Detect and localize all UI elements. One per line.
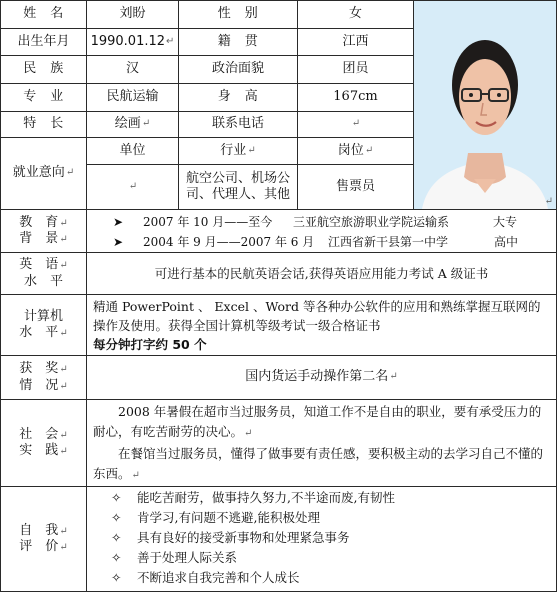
return-mark: ↵ [166, 35, 175, 47]
position-value-text: 售票员 [335, 178, 375, 194]
self-eval-item: 肯学习,有问题不逃避,能积极处理 [137, 510, 320, 525]
name-label [0, 0, 87, 29]
education-label-line2 [19, 231, 67, 247]
self-eval-item: 善于处理人际关系 [137, 550, 238, 565]
self-eval-content [86, 486, 557, 592]
typing-speed-text: 每分钟打字约 50 个 [93, 337, 207, 352]
education-school: 江西省新干县第一中学 [328, 235, 449, 249]
practice-para-2 [93, 444, 550, 486]
education-level: 高中 [494, 235, 519, 249]
height-value [297, 83, 414, 112]
return-mark: ↵ [59, 542, 68, 553]
english-label-line1 [19, 257, 67, 273]
practice-para2-text: 在餐馆当过服务员，懂得了做事要有责任感，要积极主动的去学习自己不懂的东西。 [93, 446, 544, 481]
intent-position-value [297, 164, 414, 210]
intent-unit-header [86, 137, 179, 165]
computer-label-1: 计算机 [23, 308, 63, 324]
practice-label-1: 社 会 [19, 426, 59, 442]
self-eval-label-line2 [19, 539, 67, 555]
native-label-text: 籍 贯 [217, 33, 259, 49]
ethnic-text: 汉 [125, 61, 139, 77]
english-label-line2 [24, 274, 63, 290]
return-mark: ↵ [389, 371, 398, 383]
return-mark: ↵ [131, 470, 140, 481]
native-text: 江西 [342, 33, 369, 49]
self-eval-item: 能吃苦耐劳，做事持久努力,不半途而废,有韧性 [137, 490, 395, 505]
education-school: 三亚航空旅游职业学院运输系 [293, 215, 450, 229]
education-label-line1 [19, 215, 67, 231]
self-eval-label-line1 [19, 523, 67, 539]
education-period: 2007 年 10 月——至今 [143, 215, 273, 229]
computer-label-line2 [19, 325, 67, 341]
phone-value [297, 111, 414, 138]
self-eval-item: 不断追求自我完善和个人成长 [137, 570, 300, 585]
return-mark: ↵ [351, 118, 361, 130]
list-item [111, 548, 550, 568]
self-eval-item: 具有良好的接受新事物和处理紧急事务 [137, 530, 350, 545]
english-content [86, 252, 557, 295]
return-mark: ↵ [128, 180, 138, 192]
arrow-bullet-icon: ➤ [113, 215, 124, 229]
english-text: 可进行基本的民航英语会话,获得英语应用能力考试 A 级证书 [154, 265, 489, 281]
major-value [86, 83, 179, 112]
native-value [297, 28, 414, 56]
practice-label-line1 [19, 427, 67, 443]
computer-text: 精通 PowerPoint 、 Excel 、Word 等各种办公软件的应用和熟练掌握互联网的操作及使用。获得全国计算机等级考试一级合格证书 [93, 299, 541, 333]
skill-text: 绘画 [114, 116, 141, 132]
birth-value [86, 28, 179, 56]
self-eval-label [0, 486, 87, 592]
height-label [178, 83, 298, 112]
diamond-bullet-icon: ✧ [111, 490, 122, 505]
return-mark: ↵ [59, 380, 68, 392]
education-period: 2004 年 9 月——2007 年 6 月 [143, 235, 315, 249]
gender-text: 女 [348, 6, 362, 22]
return-mark: ↵ [244, 428, 253, 439]
ethnic-value [86, 55, 179, 84]
practice-label-line2 [19, 443, 67, 459]
return-mark: ↵ [364, 144, 374, 156]
return-mark: ↵ [59, 525, 68, 537]
diamond-bullet-icon: ✧ [111, 570, 122, 585]
major-label [0, 83, 87, 112]
education-level: 大专 [493, 215, 518, 229]
education-row [113, 232, 550, 252]
industry-value-text: 航空公司、机场公司、代理人、其他 [185, 170, 290, 202]
self-eval-label-1: 自 我 [19, 522, 59, 538]
skill-value [86, 111, 179, 138]
birth-text: 1990.01.12 [90, 33, 166, 49]
return-mark: ↵ [247, 144, 256, 156]
phone-label-text: 联系电话 [211, 116, 264, 132]
awards-content [86, 355, 557, 400]
return-mark: ↵ [59, 260, 68, 272]
edu-label-1: 教 育 [19, 214, 59, 230]
return-mark: ↵ [59, 234, 68, 245]
practice-para1-text: 2008 年暑假在超市当过服务员，知道工作不是自由的职业，要有承受压力的耐心，有吃苦耐劳的决心。 [93, 404, 542, 439]
education-label [0, 209, 87, 253]
list-item [111, 528, 550, 548]
gender-label [178, 0, 298, 29]
return-mark: ↵ [59, 217, 68, 229]
edu-label-2: 背 景 [19, 231, 59, 246]
ethnic-label-text: 民 族 [23, 61, 64, 77]
return-mark: ↵ [59, 364, 68, 376]
computer-label [0, 294, 87, 356]
awards-label-2: 情 况 [19, 377, 59, 393]
birth-label [0, 28, 87, 56]
diamond-bullet-icon: ✧ [111, 530, 122, 545]
gender-label-text: 性 别 [217, 6, 259, 22]
english-label [0, 252, 87, 295]
major-text: 民航运输 [106, 89, 159, 105]
political-text: 团员 [342, 61, 369, 77]
industry-label-text: 行业 [220, 142, 247, 158]
eng-label-1: 英 语 [19, 257, 59, 273]
name-label-text: 姓 名 [23, 6, 64, 22]
practice-para-1 [93, 402, 550, 444]
awards-label-line1 [19, 361, 67, 377]
awards-label [0, 355, 87, 400]
return-mark: ↵ [59, 429, 68, 441]
list-item [111, 568, 550, 588]
intent-industry-header [178, 137, 298, 165]
list-item [111, 508, 550, 528]
skill-label-text: 特 长 [23, 116, 64, 132]
phone-label [178, 111, 298, 138]
ethnic-label [0, 55, 87, 84]
intent-unit-value [86, 164, 179, 210]
name-text: 刘盼 [119, 6, 146, 22]
list-item [111, 488, 550, 508]
eng-label-2: 水 平 [23, 273, 63, 289]
computer-label-2: 水 平 [19, 325, 59, 340]
return-mark: ↵ [65, 167, 75, 179]
portrait-image [414, 1, 556, 209]
intent-label [0, 137, 87, 210]
diamond-bullet-icon: ✧ [111, 550, 122, 565]
return-mark: ↵ [59, 328, 68, 339]
awards-text: 国内货运手动操作第二名 [245, 369, 389, 385]
education-content [86, 209, 557, 253]
practice-label [0, 399, 87, 487]
height-label-text: 身 高 [217, 89, 259, 105]
skill-label [0, 111, 87, 138]
return-mark: ↵ [141, 118, 151, 130]
return-mark: ↵ [544, 195, 553, 207]
height-text: 167cm [333, 89, 378, 105]
intent-industry-value [178, 164, 298, 210]
major-label-text: 专 业 [23, 89, 64, 105]
native-label [178, 28, 298, 56]
diamond-bullet-icon: ✧ [111, 510, 122, 525]
practice-content [86, 399, 557, 487]
arrow-bullet-icon: ➤ [113, 235, 124, 249]
political-label-text: 政治面貌 [211, 61, 264, 77]
awards-label-1: 获 奖 [19, 361, 59, 377]
political-value [297, 55, 414, 84]
name-value [86, 0, 179, 29]
position-label-text: 岗位 [337, 142, 364, 158]
education-row [113, 212, 550, 232]
practice-label-2: 实 践 [19, 443, 59, 458]
unit-label-text: 单位 [119, 142, 146, 158]
self-eval-label-2: 评 价 [19, 539, 59, 554]
political-label [178, 55, 298, 84]
intent-label-text: 就业意向 [12, 165, 65, 181]
return-mark: ↵ [59, 446, 68, 457]
intent-position-header [297, 137, 414, 165]
birth-label-text: 出生年月 [17, 33, 70, 49]
gender-value [297, 0, 414, 29]
computer-content [86, 294, 557, 356]
profile-photo [413, 0, 557, 210]
awards-label-line2 [19, 378, 67, 394]
